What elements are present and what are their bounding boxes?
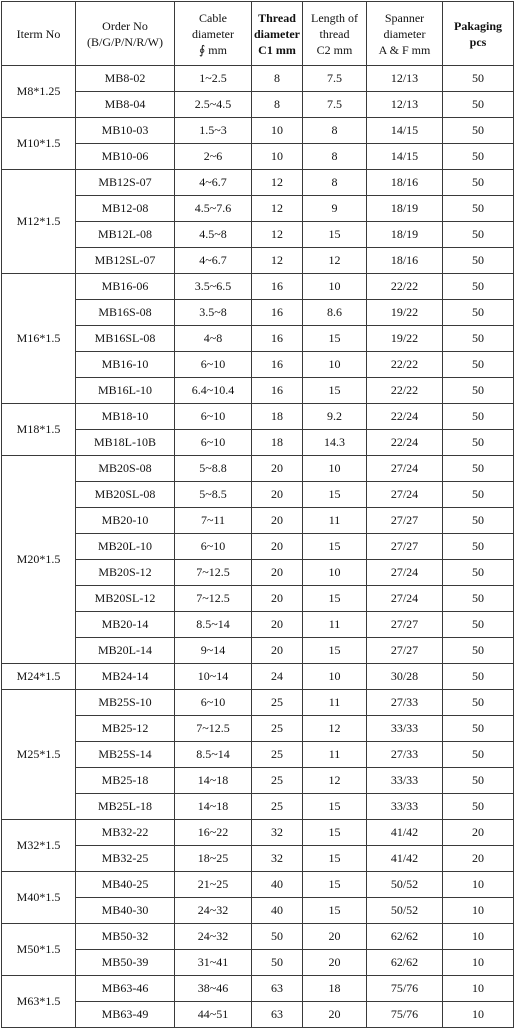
spanner-diameter-cell: 27/24 bbox=[367, 586, 443, 612]
header-line: Order No bbox=[102, 18, 148, 33]
packaging-cell: 10 bbox=[443, 924, 514, 950]
packaging-cell: 50 bbox=[443, 404, 514, 430]
thread-length-cell: 15 bbox=[303, 326, 367, 352]
cable-diameter-cell: 24~32 bbox=[175, 898, 252, 924]
order-no-cell: MB24-14 bbox=[76, 664, 175, 690]
spanner-diameter-cell: 22/24 bbox=[367, 404, 443, 430]
spanner-diameter-cell: 12/13 bbox=[367, 66, 443, 92]
thread-diameter-cell: 12 bbox=[252, 248, 303, 274]
packaging-cell: 50 bbox=[443, 118, 514, 144]
spanner-diameter-cell: 22/22 bbox=[367, 378, 443, 404]
packaging-cell: 50 bbox=[443, 248, 514, 274]
packaging-cell: 50 bbox=[443, 482, 514, 508]
table-row bbox=[2, 976, 514, 1002]
thread-diameter-cell: 20 bbox=[252, 612, 303, 638]
item-no-cell: M32*1.5 bbox=[2, 820, 76, 872]
thread-diameter-cell: 16 bbox=[252, 326, 303, 352]
table-row bbox=[2, 456, 514, 482]
thread-diameter-cell: 16 bbox=[252, 378, 303, 404]
table-row bbox=[2, 820, 514, 846]
cable-diameter-cell: 6.4~10.4 bbox=[175, 378, 252, 404]
thread-length-cell: 7.5 bbox=[303, 92, 367, 118]
table-row bbox=[2, 508, 514, 534]
spanner-diameter-cell: 33/33 bbox=[367, 768, 443, 794]
table-row bbox=[2, 742, 514, 768]
thread-length-cell: 12 bbox=[303, 768, 367, 794]
thread-diameter-cell: 24 bbox=[252, 664, 303, 690]
thread-diameter-cell: 10 bbox=[252, 144, 303, 170]
order-no-cell: MB18-10 bbox=[76, 404, 175, 430]
header-item-no bbox=[2, 2, 76, 66]
item-no-cell: M12*1.5 bbox=[2, 170, 76, 274]
packaging-cell: 50 bbox=[443, 274, 514, 300]
order-no-cell: MB12-08 bbox=[76, 196, 175, 222]
header-line: diameter bbox=[192, 26, 234, 41]
packaging-cell: 50 bbox=[443, 352, 514, 378]
order-no-cell: MB63-49 bbox=[76, 1002, 175, 1028]
thread-length-cell: 15 bbox=[303, 222, 367, 248]
thread-length-cell: 12 bbox=[303, 248, 367, 274]
thread-diameter-cell: 16 bbox=[252, 300, 303, 326]
table-row bbox=[2, 768, 514, 794]
thread-length-cell: 10 bbox=[303, 560, 367, 586]
thread-diameter-cell: 25 bbox=[252, 742, 303, 768]
order-no-cell: MB18L-10B bbox=[76, 430, 175, 456]
header-line: ∮ mm bbox=[199, 42, 227, 57]
cable-diameter-cell: 4.5~8 bbox=[175, 222, 252, 248]
packaging-cell: 10 bbox=[443, 1002, 514, 1028]
thread-length-cell: 20 bbox=[303, 950, 367, 976]
order-no-cell: MB20L-14 bbox=[76, 638, 175, 664]
cable-diameter-cell: 1.5~3 bbox=[175, 118, 252, 144]
thread-diameter-cell: 25 bbox=[252, 794, 303, 820]
thread-diameter-cell: 12 bbox=[252, 222, 303, 248]
header-order-no bbox=[76, 2, 175, 66]
thread-length-cell: 10 bbox=[303, 456, 367, 482]
table-row bbox=[2, 586, 514, 612]
spec-table bbox=[1, 1, 514, 1028]
cable-diameter-cell: 18~25 bbox=[175, 846, 252, 872]
table-row bbox=[2, 430, 514, 456]
cable-diameter-cell: 6~10 bbox=[175, 534, 252, 560]
thread-length-cell: 15 bbox=[303, 638, 367, 664]
thread-length-cell: 7.5 bbox=[303, 66, 367, 92]
cable-diameter-cell: 4~6.7 bbox=[175, 248, 252, 274]
cable-diameter-cell: 14~18 bbox=[175, 794, 252, 820]
header-thread-diameter bbox=[252, 2, 303, 66]
order-no-cell: MB16SL-08 bbox=[76, 326, 175, 352]
thread-diameter-cell: 40 bbox=[252, 898, 303, 924]
thread-diameter-cell: 16 bbox=[252, 274, 303, 300]
table-row bbox=[2, 378, 514, 404]
order-no-cell: MB40-30 bbox=[76, 898, 175, 924]
table-row bbox=[2, 690, 514, 716]
thread-diameter-cell: 12 bbox=[252, 170, 303, 196]
thread-length-cell: 9 bbox=[303, 196, 367, 222]
order-no-cell: MB20S-08 bbox=[76, 456, 175, 482]
header-spanner-diameter bbox=[367, 2, 443, 66]
cable-diameter-cell: 16~22 bbox=[175, 820, 252, 846]
spanner-diameter-cell: 18/16 bbox=[367, 170, 443, 196]
spanner-diameter-cell: 33/33 bbox=[367, 794, 443, 820]
packaging-cell: 10 bbox=[443, 950, 514, 976]
header-line: C1 mm bbox=[258, 42, 296, 57]
spanner-diameter-cell: 18/16 bbox=[367, 248, 443, 274]
order-no-cell: MB8-02 bbox=[76, 66, 175, 92]
header-packaging bbox=[443, 2, 514, 66]
packaging-cell: 20 bbox=[443, 846, 514, 872]
cable-diameter-cell: 4~6.7 bbox=[175, 170, 252, 196]
packaging-cell: 50 bbox=[443, 638, 514, 664]
thread-diameter-cell: 20 bbox=[252, 638, 303, 664]
order-no-cell: MB20SL-08 bbox=[76, 482, 175, 508]
header-line: (B/G/P/N/R/W) bbox=[86, 34, 163, 49]
table-row bbox=[2, 300, 514, 326]
spanner-diameter-cell: 33/33 bbox=[367, 716, 443, 742]
order-no-cell: MB63-46 bbox=[76, 976, 175, 1002]
cable-diameter-cell: 7~11 bbox=[175, 508, 252, 534]
thread-diameter-cell: 8 bbox=[252, 92, 303, 118]
thread-length-cell: 15 bbox=[303, 586, 367, 612]
thread-diameter-cell: 20 bbox=[252, 482, 303, 508]
thread-length-cell: 15 bbox=[303, 898, 367, 924]
cable-diameter-cell: 31~41 bbox=[175, 950, 252, 976]
spanner-diameter-cell: 27/33 bbox=[367, 742, 443, 768]
spanner-diameter-cell: 18/19 bbox=[367, 196, 443, 222]
spanner-diameter-cell: 18/19 bbox=[367, 222, 443, 248]
thread-diameter-cell: 10 bbox=[252, 118, 303, 144]
spanner-diameter-cell: 27/24 bbox=[367, 456, 443, 482]
cable-diameter-cell: 4.5~7.6 bbox=[175, 196, 252, 222]
spanner-diameter-cell: 27/27 bbox=[367, 534, 443, 560]
item-no-cell: M40*1.5 bbox=[2, 872, 76, 924]
order-no-cell: MB20S-12 bbox=[76, 560, 175, 586]
item-no-cell: M18*1.5 bbox=[2, 404, 76, 456]
spanner-diameter-cell: 22/24 bbox=[367, 430, 443, 456]
thread-diameter-cell: 18 bbox=[252, 430, 303, 456]
packaging-cell: 50 bbox=[443, 612, 514, 638]
cable-diameter-cell: 2.5~4.5 bbox=[175, 92, 252, 118]
order-no-cell: MB25L-18 bbox=[76, 794, 175, 820]
table-row bbox=[2, 222, 514, 248]
table-row bbox=[2, 664, 514, 690]
header-line: C2 mm bbox=[316, 42, 353, 57]
thread-diameter-cell: 20 bbox=[252, 508, 303, 534]
table-row bbox=[2, 118, 514, 144]
packaging-cell: 50 bbox=[443, 378, 514, 404]
order-no-cell: MB40-25 bbox=[76, 872, 175, 898]
cable-diameter-cell: 10~14 bbox=[175, 664, 252, 690]
item-no-cell: M20*1.5 bbox=[2, 456, 76, 664]
thread-length-cell: 8 bbox=[303, 144, 367, 170]
thread-diameter-cell: 50 bbox=[252, 924, 303, 950]
order-no-cell: MB16S-08 bbox=[76, 300, 175, 326]
table-body bbox=[2, 66, 514, 1028]
spanner-diameter-cell: 19/22 bbox=[367, 326, 443, 352]
table-row bbox=[2, 66, 514, 92]
thread-length-cell: 10 bbox=[303, 664, 367, 690]
cable-diameter-cell: 21~25 bbox=[175, 872, 252, 898]
cable-diameter-cell: 6~10 bbox=[175, 430, 252, 456]
packaging-cell: 20 bbox=[443, 820, 514, 846]
thread-length-cell: 15 bbox=[303, 534, 367, 560]
thread-length-cell: 20 bbox=[303, 1002, 367, 1028]
table-row bbox=[2, 352, 514, 378]
item-no-cell: M63*1.5 bbox=[2, 976, 76, 1028]
table-row bbox=[2, 950, 514, 976]
thread-diameter-cell: 20 bbox=[252, 586, 303, 612]
header-line: Thread bbox=[258, 10, 296, 25]
thread-length-cell: 15 bbox=[303, 872, 367, 898]
packaging-cell: 50 bbox=[443, 534, 514, 560]
spanner-diameter-cell: 27/24 bbox=[367, 560, 443, 586]
cable-diameter-cell: 3.5~6.5 bbox=[175, 274, 252, 300]
order-no-cell: MB32-25 bbox=[76, 846, 175, 872]
spanner-diameter-cell: 22/22 bbox=[367, 274, 443, 300]
spanner-diameter-cell: 27/27 bbox=[367, 508, 443, 534]
thread-diameter-cell: 8 bbox=[252, 66, 303, 92]
thread-length-cell: 18 bbox=[303, 976, 367, 1002]
spanner-diameter-cell: 75/76 bbox=[367, 976, 443, 1002]
table-row bbox=[2, 534, 514, 560]
packaging-cell: 10 bbox=[443, 976, 514, 1002]
thread-length-cell: 20 bbox=[303, 924, 367, 950]
packaging-cell: 50 bbox=[443, 586, 514, 612]
cable-diameter-cell: 44~51 bbox=[175, 1002, 252, 1028]
order-no-cell: MB20SL-12 bbox=[76, 586, 175, 612]
table-row bbox=[2, 248, 514, 274]
packaging-cell: 50 bbox=[443, 690, 514, 716]
order-no-cell: MB20-10 bbox=[76, 508, 175, 534]
packaging-cell: 50 bbox=[443, 66, 514, 92]
order-no-cell: MB25S-10 bbox=[76, 690, 175, 716]
item-no-cell: M16*1.5 bbox=[2, 274, 76, 404]
spanner-diameter-cell: 27/33 bbox=[367, 690, 443, 716]
order-no-cell: MB20-14 bbox=[76, 612, 175, 638]
thread-length-cell: 15 bbox=[303, 820, 367, 846]
header-line: Iterm No bbox=[16, 26, 61, 41]
order-no-cell: MB16-10 bbox=[76, 352, 175, 378]
order-no-cell: MB25-12 bbox=[76, 716, 175, 742]
thread-length-cell: 10 bbox=[303, 274, 367, 300]
spanner-diameter-cell: 14/15 bbox=[367, 118, 443, 144]
packaging-cell: 50 bbox=[443, 716, 514, 742]
order-no-cell: MB12L-08 bbox=[76, 222, 175, 248]
packaging-cell: 10 bbox=[443, 898, 514, 924]
table-row bbox=[2, 612, 514, 638]
packaging-cell: 50 bbox=[443, 430, 514, 456]
packaging-cell: 50 bbox=[443, 456, 514, 482]
cable-diameter-cell: 5~8.5 bbox=[175, 482, 252, 508]
table-row bbox=[2, 404, 514, 430]
order-no-cell: MB50-32 bbox=[76, 924, 175, 950]
table-row bbox=[2, 274, 514, 300]
cable-diameter-cell: 8.5~14 bbox=[175, 742, 252, 768]
header-cable-diameter bbox=[175, 2, 252, 66]
thread-length-cell: 11 bbox=[303, 742, 367, 768]
cable-diameter-cell: 14~18 bbox=[175, 768, 252, 794]
spanner-diameter-cell: 27/27 bbox=[367, 612, 443, 638]
header-line: diameter bbox=[383, 26, 426, 41]
packaging-cell: 50 bbox=[443, 664, 514, 690]
packaging-cell: 50 bbox=[443, 144, 514, 170]
thread-diameter-cell: 32 bbox=[252, 820, 303, 846]
cable-diameter-cell: 4~8 bbox=[175, 326, 252, 352]
thread-diameter-cell: 12 bbox=[252, 196, 303, 222]
table-row bbox=[2, 924, 514, 950]
table-row bbox=[2, 560, 514, 586]
thread-length-cell: 10 bbox=[303, 352, 367, 378]
packaging-cell: 50 bbox=[443, 794, 514, 820]
cable-diameter-cell: 1~2.5 bbox=[175, 66, 252, 92]
packaging-cell: 50 bbox=[443, 92, 514, 118]
thread-diameter-cell: 20 bbox=[252, 534, 303, 560]
thread-length-cell: 11 bbox=[303, 690, 367, 716]
table-header bbox=[2, 2, 514, 66]
order-no-cell: MB16L-10 bbox=[76, 378, 175, 404]
table-row bbox=[2, 326, 514, 352]
spanner-diameter-cell: 19/22 bbox=[367, 300, 443, 326]
header-line: thread bbox=[319, 26, 350, 41]
thread-diameter-cell: 25 bbox=[252, 768, 303, 794]
packaging-cell: 50 bbox=[443, 300, 514, 326]
table-row bbox=[2, 638, 514, 664]
thread-diameter-cell: 20 bbox=[252, 456, 303, 482]
item-no-cell: M50*1.5 bbox=[2, 924, 76, 976]
cable-diameter-cell: 7~12.5 bbox=[175, 716, 252, 742]
thread-diameter-cell: 18 bbox=[252, 404, 303, 430]
spanner-diameter-cell: 27/27 bbox=[367, 638, 443, 664]
thread-diameter-cell: 50 bbox=[252, 950, 303, 976]
table-row bbox=[2, 794, 514, 820]
order-no-cell: MB12S-07 bbox=[76, 170, 175, 196]
cable-diameter-cell: 6~10 bbox=[175, 690, 252, 716]
cable-diameter-cell: 24~32 bbox=[175, 924, 252, 950]
spanner-diameter-cell: 62/62 bbox=[367, 950, 443, 976]
order-no-cell: MB12SL-07 bbox=[76, 248, 175, 274]
packaging-cell: 50 bbox=[443, 768, 514, 794]
thread-diameter-cell: 25 bbox=[252, 716, 303, 742]
item-no-cell: M25*1.5 bbox=[2, 690, 76, 820]
item-no-cell: M24*1.5 bbox=[2, 664, 76, 690]
thread-diameter-cell: 40 bbox=[252, 872, 303, 898]
cable-diameter-cell: 6~10 bbox=[175, 404, 252, 430]
header-thread-length bbox=[303, 2, 367, 66]
thread-length-cell: 15 bbox=[303, 482, 367, 508]
header-line: Cable bbox=[199, 10, 227, 25]
spanner-diameter-cell: 75/76 bbox=[367, 1002, 443, 1028]
table-row bbox=[2, 872, 514, 898]
cable-diameter-cell: 5~8.8 bbox=[175, 456, 252, 482]
packaging-cell: 50 bbox=[443, 508, 514, 534]
order-no-cell: MB25-18 bbox=[76, 768, 175, 794]
thread-length-cell: 8 bbox=[303, 170, 367, 196]
spanner-diameter-cell: 41/42 bbox=[367, 820, 443, 846]
table-row bbox=[2, 92, 514, 118]
thread-diameter-cell: 63 bbox=[252, 1002, 303, 1028]
thread-length-cell: 12 bbox=[303, 716, 367, 742]
thread-diameter-cell: 63 bbox=[252, 976, 303, 1002]
thread-diameter-cell: 25 bbox=[252, 690, 303, 716]
table-row bbox=[2, 482, 514, 508]
thread-length-cell: 11 bbox=[303, 508, 367, 534]
thread-length-cell: 15 bbox=[303, 378, 367, 404]
thread-length-cell: 8.6 bbox=[303, 300, 367, 326]
header-line: pcs bbox=[469, 34, 487, 49]
cable-diameter-cell: 3.5~8 bbox=[175, 300, 252, 326]
thread-diameter-cell: 20 bbox=[252, 560, 303, 586]
order-no-cell: MB20L-10 bbox=[76, 534, 175, 560]
item-no-cell: M8*1.25 bbox=[2, 66, 76, 118]
packaging-cell: 50 bbox=[443, 222, 514, 248]
packaging-cell: 50 bbox=[443, 170, 514, 196]
table-row bbox=[2, 196, 514, 222]
table-row bbox=[2, 170, 514, 196]
spanner-diameter-cell: 41/42 bbox=[367, 846, 443, 872]
thread-length-cell: 8 bbox=[303, 118, 367, 144]
item-no-cell: M10*1.5 bbox=[2, 118, 76, 170]
thread-length-cell: 15 bbox=[303, 794, 367, 820]
order-no-cell: MB8-04 bbox=[76, 92, 175, 118]
header-line: Spanner bbox=[384, 10, 425, 25]
table-row bbox=[2, 898, 514, 924]
packaging-cell: 50 bbox=[443, 742, 514, 768]
spanner-diameter-cell: 14/15 bbox=[367, 144, 443, 170]
table-row bbox=[2, 1002, 514, 1028]
thread-diameter-cell: 16 bbox=[252, 352, 303, 378]
header-row bbox=[2, 2, 514, 66]
header-line: A & F mm bbox=[378, 42, 431, 57]
table-row bbox=[2, 716, 514, 742]
spanner-diameter-cell: 12/13 bbox=[367, 92, 443, 118]
order-no-cell: MB25S-14 bbox=[76, 742, 175, 768]
thread-length-cell: 14.3 bbox=[303, 430, 367, 456]
packaging-cell: 50 bbox=[443, 560, 514, 586]
order-no-cell: MB50-39 bbox=[76, 950, 175, 976]
order-no-cell: MB10-03 bbox=[76, 118, 175, 144]
spanner-diameter-cell: 50/52 bbox=[367, 872, 443, 898]
header-line: Pakaging bbox=[453, 18, 502, 33]
cable-diameter-cell: 38~46 bbox=[175, 976, 252, 1002]
thread-length-cell: 11 bbox=[303, 612, 367, 638]
spanner-diameter-cell: 50/52 bbox=[367, 898, 443, 924]
cable-diameter-cell: 9~14 bbox=[175, 638, 252, 664]
order-no-cell: MB10-06 bbox=[76, 144, 175, 170]
thread-diameter-cell: 32 bbox=[252, 846, 303, 872]
thread-length-cell: 9.2 bbox=[303, 404, 367, 430]
table-row bbox=[2, 846, 514, 872]
order-no-cell: MB16-06 bbox=[76, 274, 175, 300]
spanner-diameter-cell: 27/24 bbox=[367, 482, 443, 508]
spanner-diameter-cell: 62/62 bbox=[367, 924, 443, 950]
spanner-diameter-cell: 30/28 bbox=[367, 664, 443, 690]
thread-length-cell: 15 bbox=[303, 846, 367, 872]
packaging-cell: 50 bbox=[443, 196, 514, 222]
cable-diameter-cell: 8.5~14 bbox=[175, 612, 252, 638]
spanner-diameter-cell: 22/22 bbox=[367, 352, 443, 378]
order-no-cell: MB32-22 bbox=[76, 820, 175, 846]
cable-diameter-cell: 2~6 bbox=[175, 144, 252, 170]
cable-diameter-cell: 7~12.5 bbox=[175, 586, 252, 612]
table-row bbox=[2, 144, 514, 170]
packaging-cell: 10 bbox=[443, 872, 514, 898]
header-line: Length of bbox=[311, 10, 358, 25]
cable-diameter-cell: 6~10 bbox=[175, 352, 252, 378]
header-line: diameter bbox=[254, 26, 300, 41]
packaging-cell: 50 bbox=[443, 326, 514, 352]
cable-diameter-cell: 7~12.5 bbox=[175, 560, 252, 586]
